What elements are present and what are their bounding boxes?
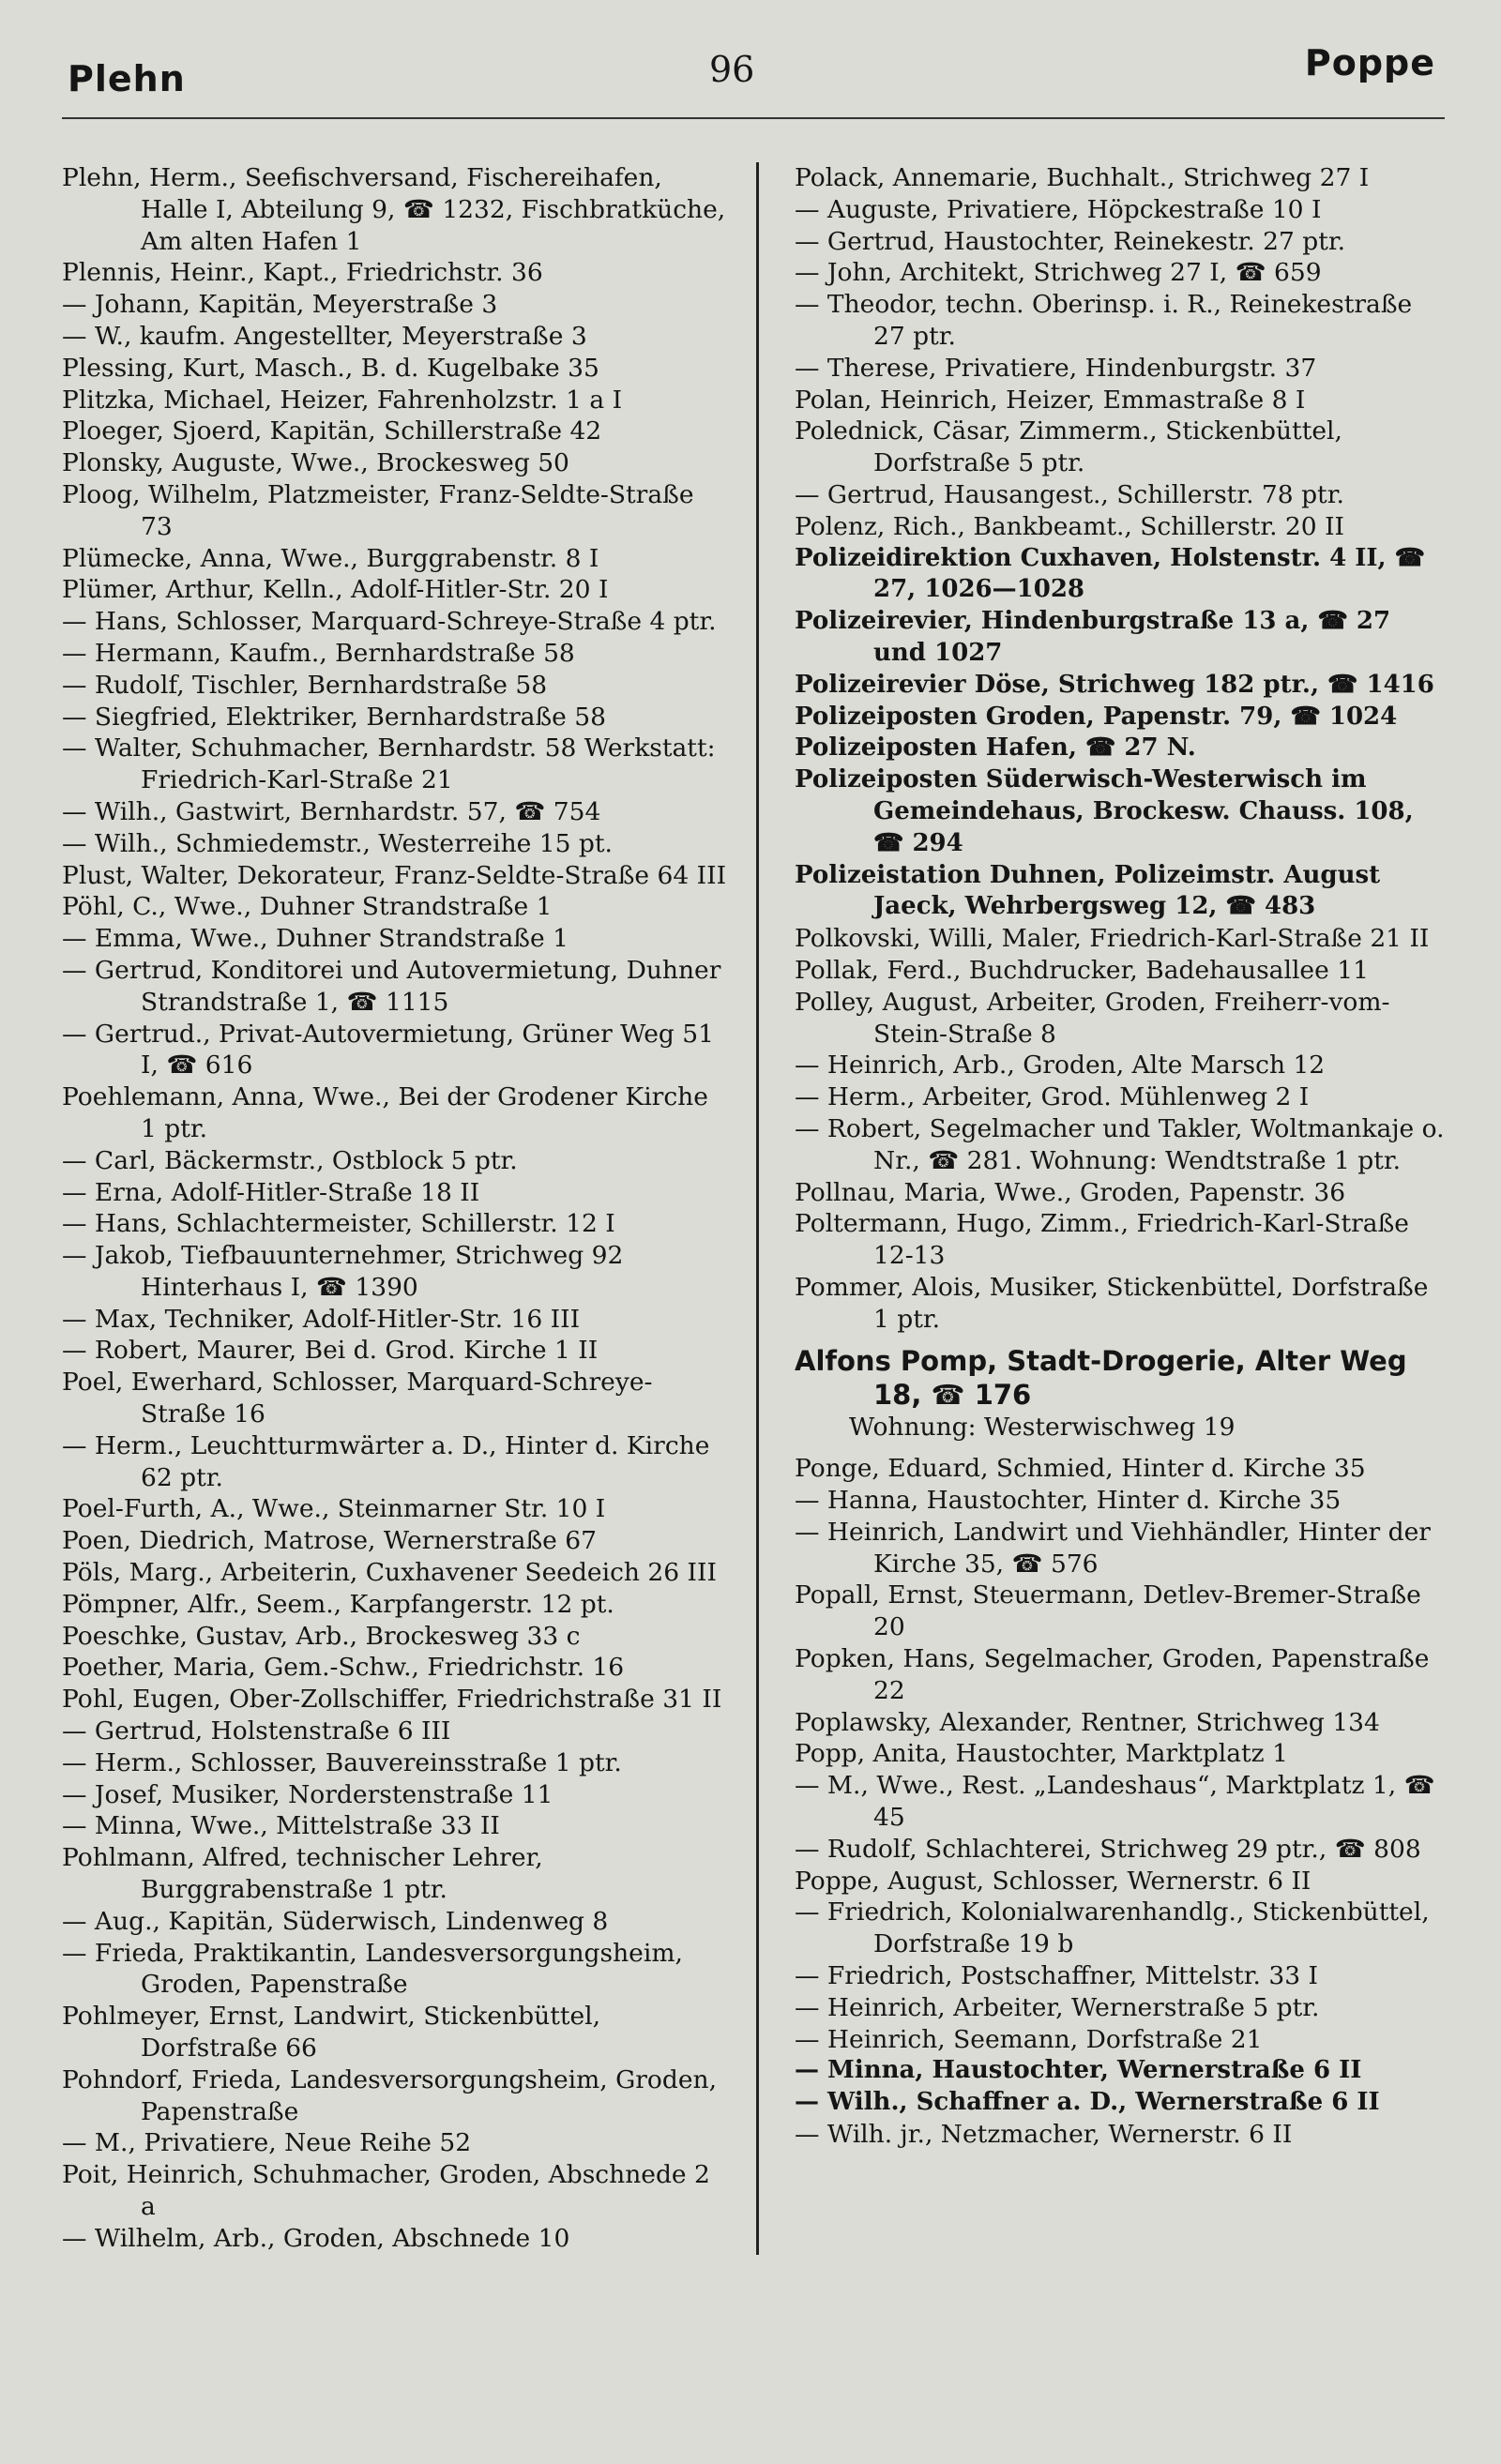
right-column [756,162,1445,2255]
page-number: 96 [709,49,755,90]
directory-entry: — Rudolf, Tischler, Bernhardstraße 58 [62,670,548,700]
directory-entry: — Wilh., Schaffner a. D., Wernerstraße 6 II [795,2088,1380,2117]
directory-entry: Poeschke, Gustav, Arb., Brockesweg 33 c [62,1621,581,1651]
directory-entry: Plessing, Kurt, Masch., B. d. Kugelbake 35 [62,353,599,383]
directory-entry: Popp, Anita, Haustochter, Marktplatz 1 [795,1739,1288,1769]
directory-entry: Poel-Furth, A., Wwe., Steinmarner Str. 10 I [62,1494,606,1524]
directory-entry: — Wilh., Gastwirt, Bernhardstr. 57, ☎ 754 [62,796,601,826]
directory-entry: — Robert, Segelmacher und Takler, Woltmankaje o. Nr., ☎ 281. Wohnung: Wendtstraße 1 ptr. [795,1113,1445,1175]
directory-entry: — Walter, Schuhmacher, Bernhardstr. 58 Werkstatt: Friedrich-Karl-Straße 21 [62,733,716,795]
directory-entry: — Wilhelm, Arb., Groden, Abschnede 10 [62,2223,570,2253]
directory-entry: Poit, Heinrich, Schuhmacher, Groden, Abschnede 2 a [62,2160,710,2221]
directory-entry: Ploog, Wilhelm, Platzmeister, Franz-Seldte-Straße 73 [62,479,694,541]
directory-entry: Plitzka, Michael, Heizer, Fahrenholzstr. 1 a I [62,385,623,415]
directory-entry: Plümecke, Anna, Wwe., Burggrabenstr. 8 I [62,543,599,573]
directory-entry: Popken, Hans, Segelmacher, Groden, Papenstraße 22 [795,1644,1430,1705]
directory-entry: — Theodor, techn. Oberinsp. i. R., Reinekestraße 27 ptr. [795,290,1413,351]
directory-entry-institution: Polizeiposten Hafen, ☎ 27 N. [795,733,1196,763]
directory-entry: — Heinrich, Seemann, Dorfstraße 21 [795,2024,1263,2054]
directory-entry-institution: Polizeiposten Süderwisch-Westerwisch im Gemeindehaus, Brockesw. Chauss. 108, ☎ 294 [795,765,1414,857]
directory-entry: Plonsky, Auguste, Wwe., Brockesweg 50 [62,448,569,478]
directory-entry: Poplawsky, Alexander, Rentner, Strichweg 134 [795,1707,1380,1737]
directory-entry: — Auguste, Privatiere, Höpckestraße 10 I [795,194,1322,224]
directory-entry: Pohl, Eugen, Ober-Zollschiffer, Friedrichstraße 31 II [62,1685,722,1715]
page-header [62,28,1445,119]
directory-entry: Plennis, Heinr., Kapt., Friedrichstr. 36 [62,258,543,288]
header-first-name: Plehn [68,58,186,99]
directory-entry: — Robert, Maurer, Bei d. Grod. Kirche 1 II [62,1336,599,1366]
directory-entry: — Herm., Schlosser, Bauvereinsstraße 1 ptr. [62,1747,622,1777]
directory-entry: Ponge, Eduard, Schmied, Hinter d. Kirche 35 [795,1454,1366,1484]
directory-entry: Polan, Heinrich, Heizer, Emmastraße 8 I [795,385,1306,415]
directory-entry: Pöls, Marg., Arbeiterin, Cuxhavener Seedeich 26 III [62,1558,717,1588]
directory-entry-institution: Polizeistation Duhnen, Polizeimstr. August Jaeck, Wehrbergsweg 12, ☎ 483 [795,860,1381,921]
directory-entry: Pömpner, Alfr., Seem., Karpfangerstr. 12 pt. [62,1589,614,1619]
directory-entry: — Heinrich, Arbeiter, Wernerstraße 5 ptr. [795,1992,1320,2022]
directory-entry: — Hans, Schlosser, Marquard-Schreye-Straße 4 ptr. [62,607,717,637]
directory-entry: — Heinrich, Landwirt und Viehhändler, Hinter der Kirche 35, ☎ 576 [795,1517,1431,1579]
directory-entry: — Hermann, Kaufm., Bernhardstraße 58 [62,638,575,668]
directory-entry: Poel, Ewerhard, Schlosser, Marquard-Schreye-Straße 16 [62,1368,653,1429]
directory-entry: — Carl, Bäckermstr., Ostblock 5 ptr. [62,1145,518,1175]
directory-entry: — Friedrich, Kolonialwarenhandlg., Stickenbüttel, Dorfstraße 19 b [795,1897,1430,1959]
directory-entry: — Emma, Wwe., Duhner Strandstraße 1 [62,924,569,954]
directory-entry: Polkovski, Willi, Maler, Friedrich-Karl-Straße 21 II [795,924,1430,954]
directory-entry: Poltermann, Hugo, Zimm., Friedrich-Karl-Straße 12-13 [795,1209,1409,1271]
directory-entry: Popall, Ernst, Steuermann, Detlev-Bremer-Straße 20 [795,1580,1421,1642]
directory-entry-institution: Polizeiposten Groden, Papenstr. 79, ☎ 1024 [795,702,1398,731]
directory-entry: — Jakob, Tiefbauunternehmer, Strichweg 92 Hinterhaus I, ☎ 1390 [62,1241,624,1302]
directory-entry-institution: Polizeirevier, Hindenburgstraße 13 a, ☎ 27 und 1027 [795,607,1391,667]
directory-entry: — Minna, Wwe., Mittelstraße 33 II [62,1811,500,1841]
directory-entry: Pollak, Ferd., Buchdrucker, Badehausallee 11 [795,955,1369,985]
directory-entry: — Josef, Musiker, Norderstenstraße 11 [62,1779,553,1809]
directory-entry: Polednick, Cäsar, Zimmerm., Stickenbüttel, Dorfstraße 5 ptr. [795,416,1342,478]
directory-columns [62,162,1445,2255]
directory-entry: Pohndorf, Frieda, Landesversorgungsheim, Groden, Papenstraße [62,2064,718,2126]
directory-entry: Polley, August, Arbeiter, Groden, Freiherr-vom-Stein-Straße 8 [795,987,1390,1049]
directory-entry: — Siegfried, Elektriker, Bernhardstraße 58 [62,702,606,732]
directory-entry: Poppe, August, Schlosser, Wernerstr. 6 II [795,1866,1311,1896]
directory-entry-institution: Polizeirevier Döse, Strichweg 182 ptr., ☎ 1416 [795,670,1434,699]
directory-entry: — Therese, Privatiere, Hindenburgstr. 37 [795,353,1317,383]
directory-entry: — Gertrud, Haustochter, Reinekestr. 27 ptr. [795,226,1346,256]
directory-entry: — Hans, Schlachtermeister, Schillerstr. 12 I [62,1209,615,1239]
directory-entry: Wohnung: Westerwischweg 19 [849,1413,1236,1443]
directory-entry: — Erna, Adolf-Hitler-Straße 18 II [62,1177,480,1207]
directory-entry: — Aug., Kapitän, Süderwisch, Lindenweg 8 [62,1906,609,1936]
directory-entry: Pommer, Alois, Musiker, Stickenbüttel, Dorfstraße 1 ptr. [795,1272,1429,1334]
directory-entry: — M., Privatiere, Neue Reihe 52 [62,2128,472,2158]
directory-entry: — Minna, Haustochter, Wernerstraße 6 II [795,2056,1362,2085]
directory-entry: — Gertrud, Holstenstraße 6 III [62,1716,451,1746]
directory-entry: — Hanna, Haustochter, Hinter d. Kirche 35 [795,1486,1342,1516]
directory-entry: — Gertrud, Konditorei und Autovermietung, Duhner Strandstraße 1, ☎ 1115 [62,955,721,1017]
directory-entry: — John, Architekt, Strichweg 27 I, ☎ 659 [795,258,1322,288]
directory-entry: — Herm., Arbeiter, Grod. Mühlenweg 2 I [795,1082,1310,1112]
directory-entry: Ploeger, Sjoerd, Kapitän, Schillerstraße 42 [62,416,602,446]
directory-entry: Poether, Maria, Gem.-Schw., Friedrichstr. 16 [62,1653,625,1683]
directory-entry: — Frieda, Praktikantin, Landesversorgungsheim, Groden, Papenstraße [62,1938,683,2000]
directory-entry: — Rudolf, Schlachterei, Strichweg 29 ptr., ☎ 808 [795,1834,1421,1864]
left-column [62,162,756,2255]
directory-entry: Pohlmeyer, Ernst, Landwirt, Stickenbüttel, Dorfstraße 66 [62,2002,601,2063]
directory-entry: — Max, Techniker, Adolf-Hitler-Str. 16 III [62,1304,581,1334]
directory-entry: Polenz, Rich., Bankbeamt., Schillerstr. 20 II [795,511,1345,541]
directory-entry: Plümer, Arthur, Kelln., Adolf-Hitler-Str. 20 I [62,575,609,605]
directory-entry: Polack, Annemarie, Buchhalt., Strichweg 27 I [795,163,1370,192]
directory-entry: — M., Wwe., Rest. „Landeshaus“, Marktplatz 1, ☎ 45 [795,1771,1435,1833]
directory-entry-institution: Polizeidirektion Cuxhaven, Holstenstr. 4 II, ☎ 27, 1026—1028 [795,543,1426,604]
directory-entry: — Wilh., Schmiedemstr., Westerreihe 15 pt. [62,828,613,858]
header-last-name: Poppe [1304,42,1435,83]
directory-entry: — Heinrich, Arb., Groden, Alte Marsch 12 [795,1051,1326,1081]
directory-entry: Poen, Diedrich, Matrose, Wernerstraße 67 [62,1526,597,1556]
directory-entry: Plehn, Herm., Seefischversand, Fischereihafen, Halle I, Abteilung 9, ☎ 1232, Fischbratküche, Am alten Hafen 1 [62,163,726,256]
directory-entry: — Wilh. jr., Netzmacher, Wernerstr. 6 II [795,2120,1293,2150]
directory-entry: — Friedrich, Postschaffner, Mittelstr. 33 I [795,1961,1318,1991]
directory-entry: — Herm., Leuchtturmwärter a. D., Hinter d. Kirche 62 ptr. [62,1430,710,1492]
directory-entry: Poehlemann, Anna, Wwe., Bei der Grodener Kirche 1 ptr. [62,1082,708,1143]
advertisement-entry: Alfons Pomp, Stadt-Drogerie, Alter Weg 18, ☎ 176 [795,1345,1407,1412]
directory-entry: Pohlmann, Alfred, technischer Lehrer, Burggrabenstraße 1 ptr. [62,1843,543,1905]
directory-entry: Pöhl, C., Wwe., Duhner Strandstraße 1 [62,892,553,922]
directory-entry: — Gertrud, Hausangest., Schillerstr. 78 ptr. [795,479,1344,509]
directory-entry: Plust, Walter, Dekorateur, Franz-Seldte-Straße 64 III [62,860,727,890]
directory-entry: — Johann, Kapitän, Meyerstraße 3 [62,290,498,320]
directory-entry: — W., kaufm. Angestellter, Meyerstraße 3 [62,321,587,351]
directory-entry: — Gertrud., Privat-Autovermietung, Grüner Weg 51 I, ☎ 616 [62,1019,715,1081]
directory-entry: Pollnau, Maria, Wwe., Groden, Papenstr. 36 [795,1177,1346,1207]
